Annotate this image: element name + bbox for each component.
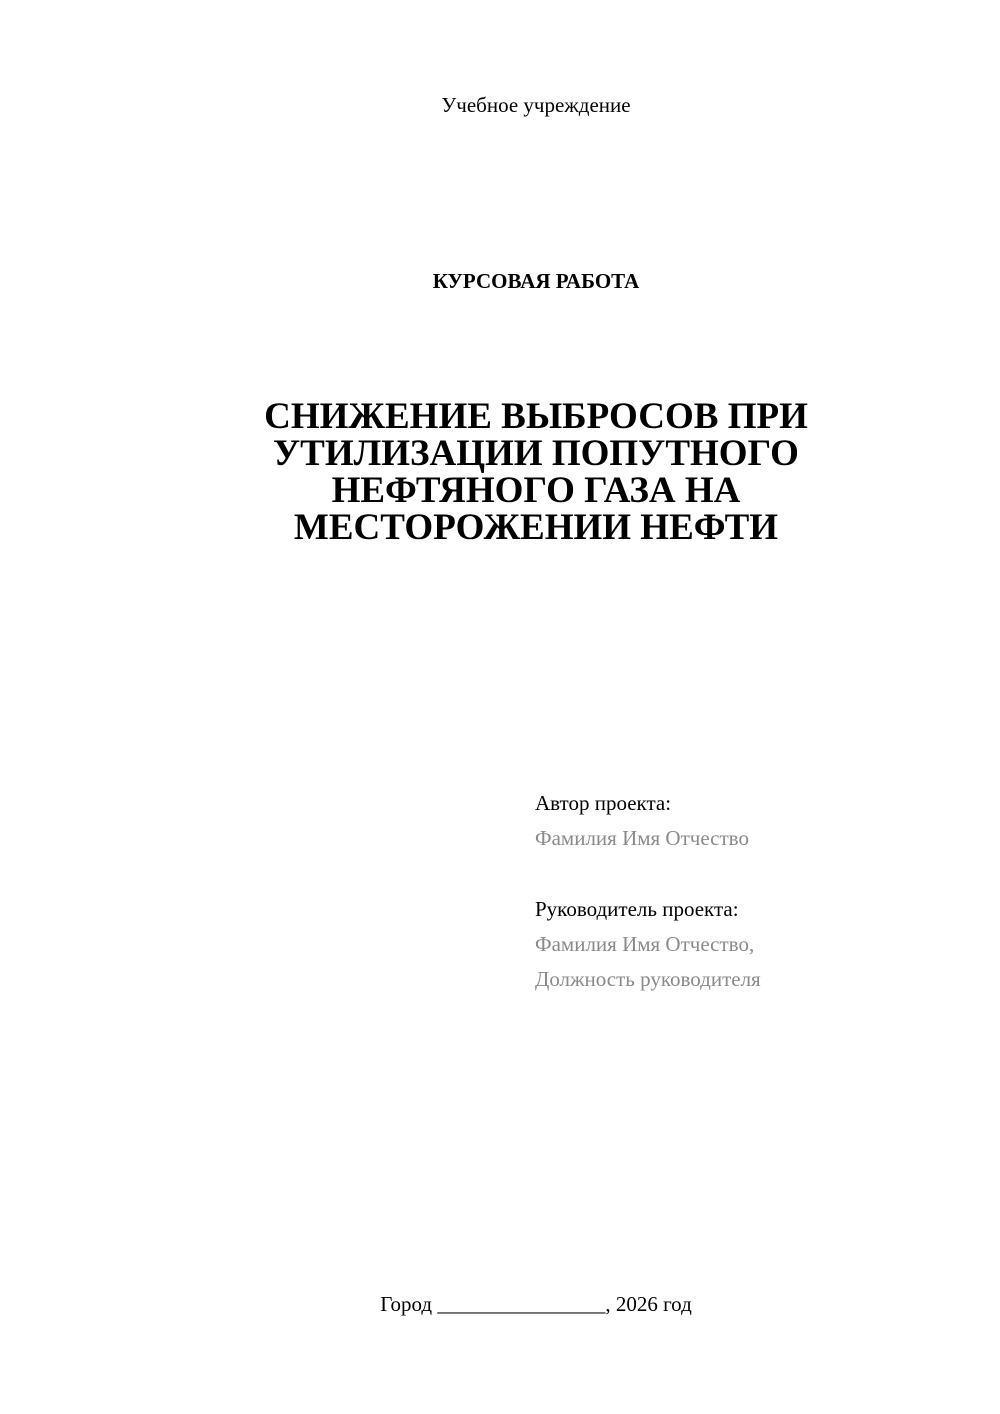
- city-year-line: Город ________________, 2026 год: [380, 1292, 692, 1316]
- supervisor-position: Должность руководителя: [535, 967, 761, 991]
- supervisor-name: Фамилия Имя Отчество,: [535, 932, 755, 956]
- signatures-block: [535, 786, 975, 997]
- supervisor-block: [535, 892, 975, 997]
- work-title-line: МЕСТОРОЖЕНИИ НЕФТИ: [293, 507, 779, 548]
- spacer: [535, 856, 975, 892]
- document-type: КУРСОВАЯ РАБОТА: [432, 269, 640, 293]
- author-block: [535, 786, 975, 856]
- supervisor-label: Руководитель проекта:: [535, 897, 739, 921]
- institution-name: Учебное учреждение: [441, 93, 631, 117]
- author-name: Фамилия Имя Отчество: [535, 826, 749, 850]
- work-title-line: УТИЛИЗАЦИИ ПОПУТНОГО: [273, 433, 799, 474]
- author-label: Автор проекта:: [535, 791, 672, 815]
- work-title-line: НЕФТЯНОГО ГАЗА НА: [331, 470, 741, 511]
- work-title: [236, 398, 836, 546]
- work-title-line: СНИЖЕНИЕ ВЫБРОСОВ ПРИ: [264, 396, 808, 437]
